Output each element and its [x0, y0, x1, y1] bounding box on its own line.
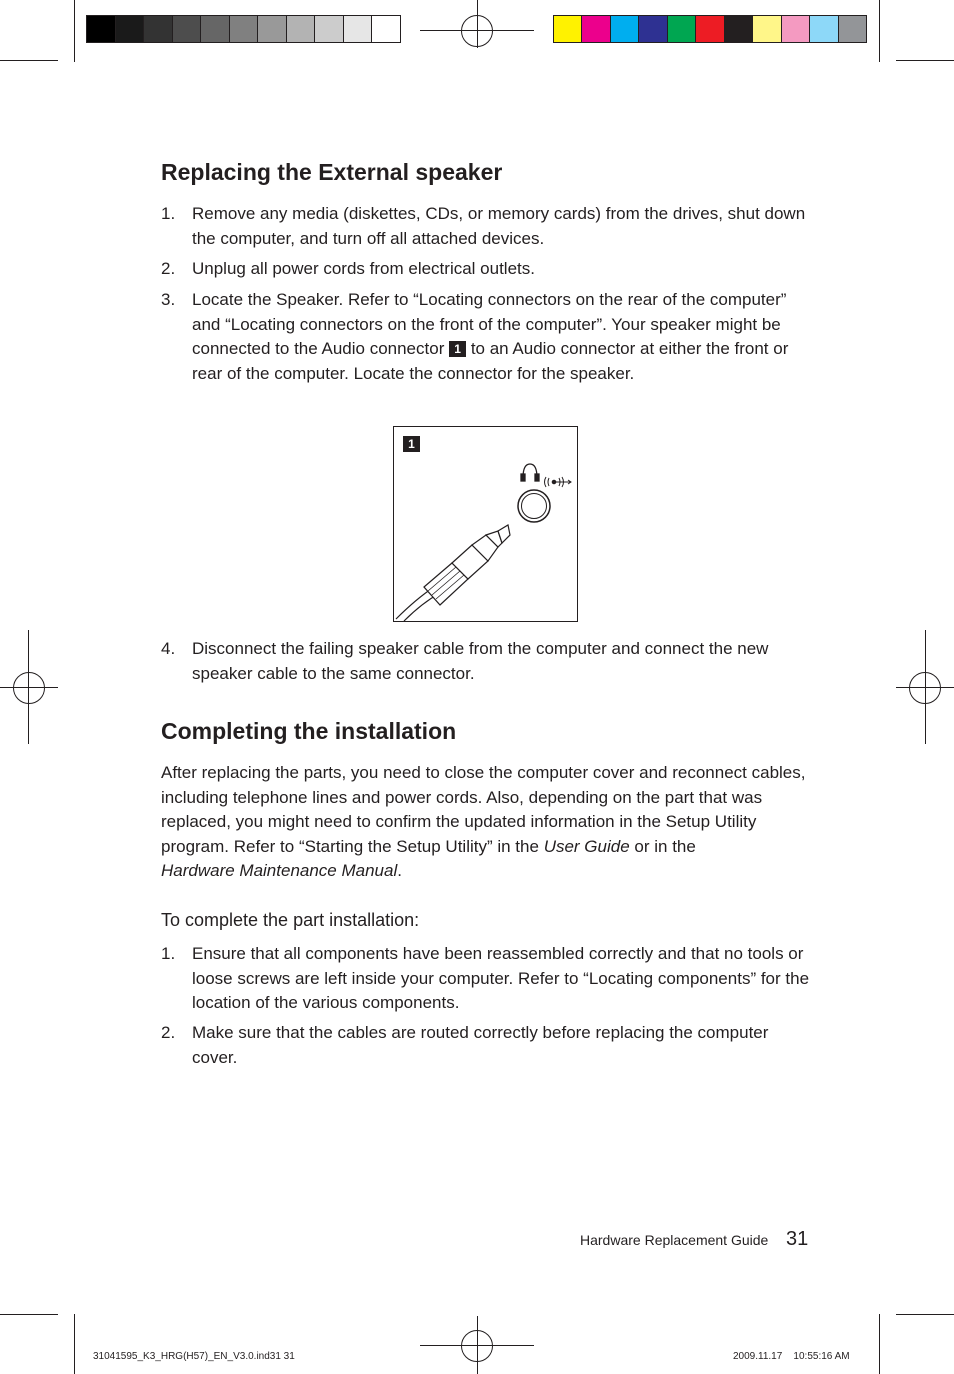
user-guide-reference: User Guide [543, 836, 630, 856]
list-text-part: to an Audio connector at either the front or rear of the computer. Locate the connector for the speaker. [192, 339, 789, 383]
hardware-manual-reference: Hardware Maintenance Manual [161, 861, 398, 881]
list-text: Make sure that the cables are routed correctly before replacing the computer cover. [192, 1023, 769, 1067]
crop-mark [74, 1314, 75, 1374]
list-number: 2. [161, 259, 176, 278]
color-swatch [554, 16, 582, 42]
color-swatch [839, 16, 866, 42]
list-text-part: Locate the Speaker. Refer to “Locating connectors on the rear of the computer” and “Locating connectors on the front of the computer”. Your speaker might be connected to the Audio connector [192, 290, 787, 359]
color-swatch [372, 16, 400, 42]
list-text: Disconnect the failing speaker cable from the computer and connect the new speaker cable to the same connector. [192, 639, 769, 683]
audio-out-icon [545, 477, 572, 487]
audio-plug [396, 525, 510, 621]
footer-guide-title: Hardware Replacement Guide [580, 1232, 769, 1248]
list-text: Ensure that all components have been reassembled correctly and that no tools or loose screws are left inside your computer. Refer to “Locating components” for the location of the various components. [192, 944, 810, 1013]
color-swatch [258, 16, 287, 42]
callout-badge: 1 [449, 341, 466, 357]
color-swatch [725, 16, 753, 42]
color-swatch [344, 16, 373, 42]
crop-mark [896, 60, 954, 61]
color-swatch [173, 16, 202, 42]
color-swatch [144, 16, 173, 42]
page-number: 31 [786, 1228, 809, 1250]
headphone-icon [521, 464, 539, 481]
subheading-complete-installation: To complete the part installation: [161, 910, 420, 930]
list-number: 1. [161, 204, 176, 223]
audio-plug-illustration [394, 427, 577, 621]
figure-callout-badge: 1 [403, 436, 420, 452]
slug-timestamp: 2009.11.17 10:55:16 AM [733, 1351, 850, 1362]
crop-mark [0, 60, 58, 61]
crop-mark [896, 1314, 954, 1315]
audio-jack-socket [518, 490, 550, 522]
paragraph-text: or in the [634, 836, 696, 856]
speaker-connector-figure [393, 426, 578, 622]
color-swatch [696, 16, 724, 42]
color-swatch [230, 16, 259, 42]
list-number: 3. [161, 290, 176, 309]
list-number: 2. [161, 1023, 176, 1042]
color-swatch [87, 16, 116, 42]
list-number: 4. [161, 639, 176, 658]
color-swatch [782, 16, 810, 42]
color-swatch [582, 16, 610, 42]
crop-mark [74, 0, 75, 62]
process-color-bar [553, 15, 867, 43]
list-number: 1. [161, 944, 176, 963]
color-swatch [753, 16, 781, 42]
color-swatch [611, 16, 639, 42]
section-title-completing-installation: Completing the installation [161, 718, 457, 744]
crop-mark [0, 1314, 58, 1315]
intro-paragraph [161, 761, 816, 884]
list-text [192, 288, 817, 386]
grayscale-color-bar [86, 15, 401, 43]
paragraph-text: . [397, 861, 402, 881]
list-text: Remove any media (diskettes, CDs, or memory cards) from the drives, shut down the computer, and turn off all attached devices. [192, 204, 806, 248]
crop-mark [879, 1314, 880, 1374]
section-title-replacing-speaker: Replacing the External speaker [161, 159, 503, 185]
paragraph-text: After replacing the parts, you need to close the computer cover and reconnect cables, including telephone lines and power cords. Also, depending on the part that was replaced, you might need to confirm the updated information in the Setup Utility program. Refer to “Starting the Setup Utility” in the [161, 763, 806, 856]
list-text: Unplug all power cords from electrical outlets. [192, 259, 535, 278]
crop-mark [879, 0, 880, 62]
color-swatch [287, 16, 316, 42]
color-swatch [810, 16, 838, 42]
color-swatch [639, 16, 667, 42]
slug-filename: 31041595_K3_HRG(H57)_EN_V3.0.ind31 31 [93, 1351, 295, 1362]
color-swatch [668, 16, 696, 42]
color-swatch [201, 16, 230, 42]
color-swatch [315, 16, 344, 42]
color-swatch [116, 16, 145, 42]
